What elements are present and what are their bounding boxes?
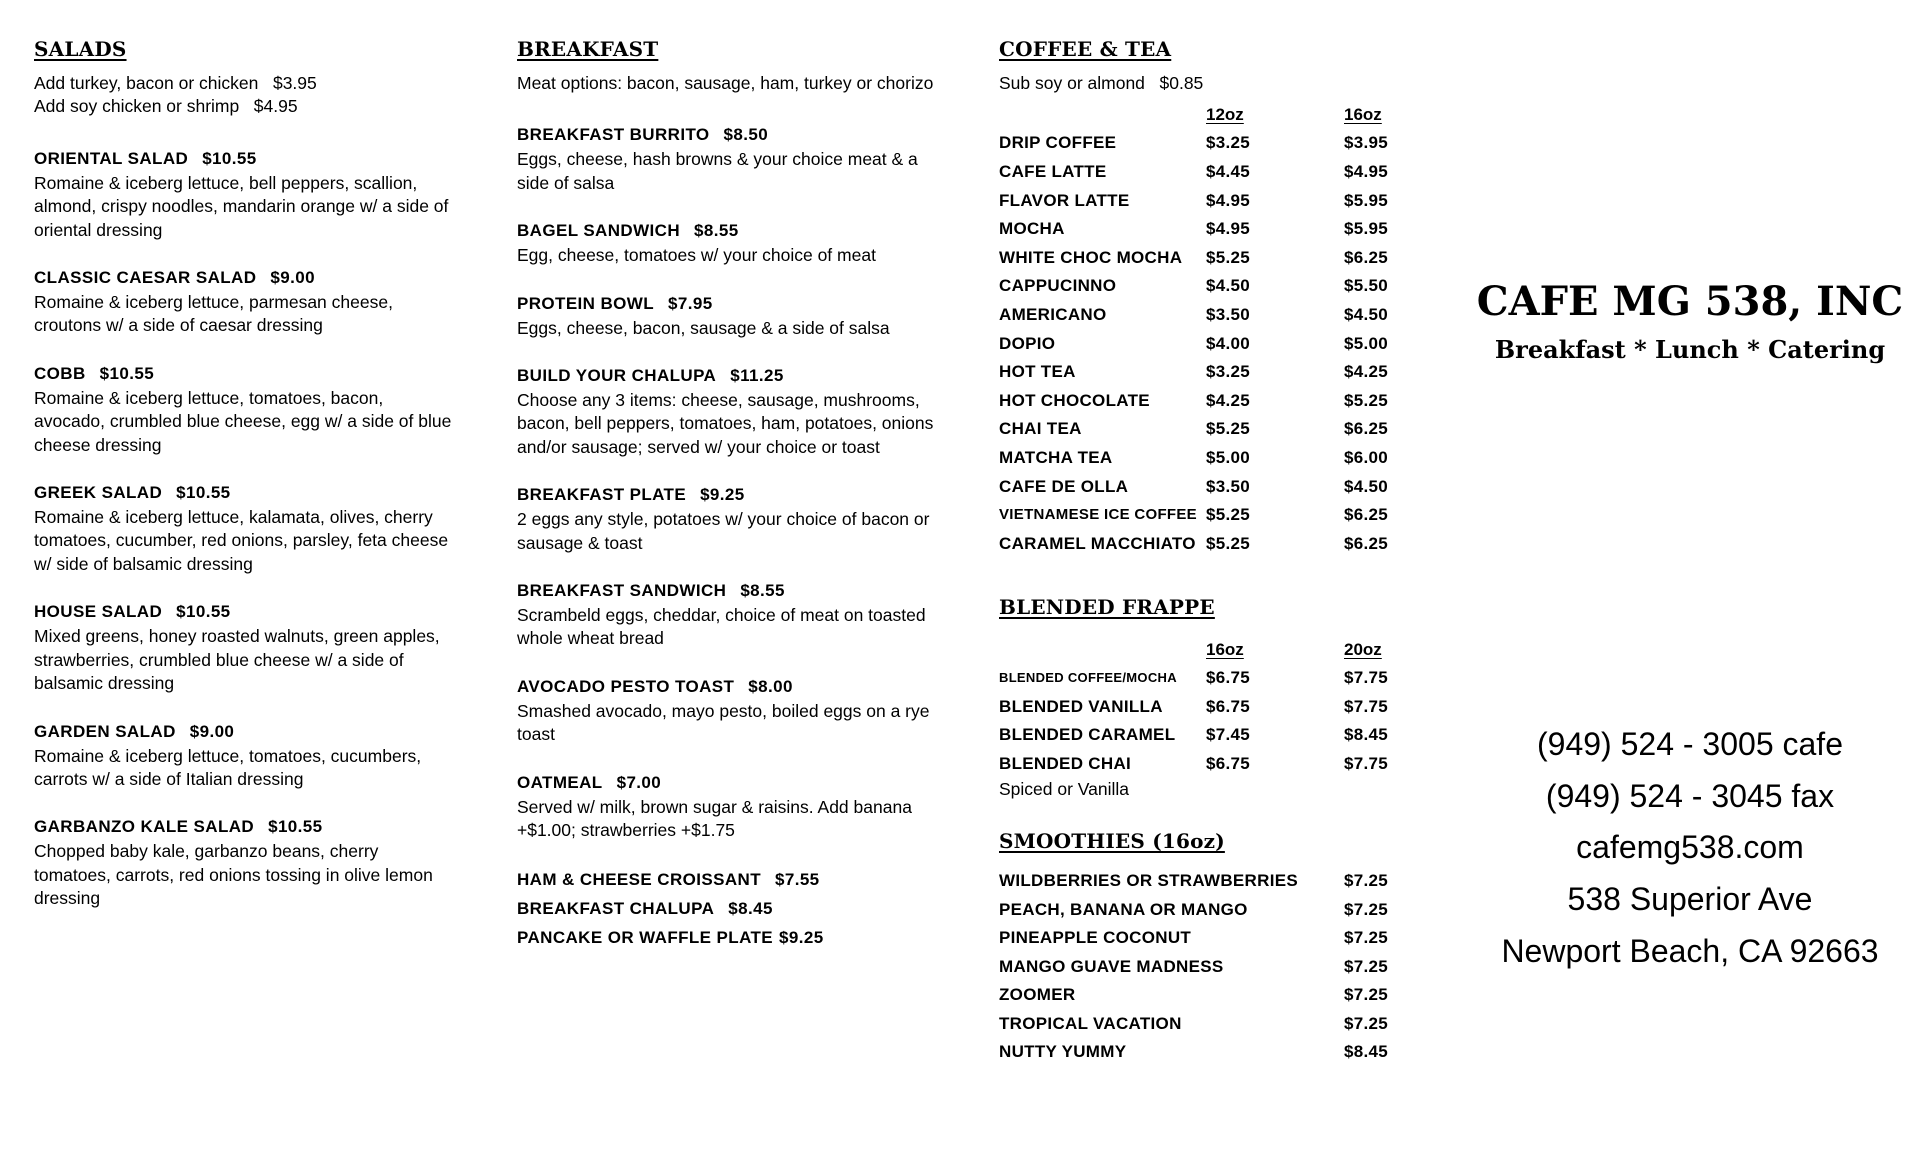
item-title [517, 217, 937, 244]
menu-item [517, 577, 937, 651]
item-name: PROTEIN BOWL [517, 293, 655, 313]
menu-item [517, 121, 937, 195]
menu-item [517, 865, 937, 894]
frappe-size-header [999, 636, 1419, 664]
item-title [34, 360, 454, 387]
item-name: BAGEL SANDWICH [517, 221, 681, 241]
smoothies-heading: SMOOTHIES (16oz) [999, 829, 1225, 853]
price-small: $4.50 [1206, 276, 1251, 296]
addon-line: Add turkey, bacon or chicken $3.95 [34, 73, 317, 93]
frappe-heading: BLENDED FRAPPE [999, 595, 1215, 619]
price-row [999, 444, 1419, 473]
smoothies-section [999, 828, 1419, 1067]
price-small: $5.00 [1206, 447, 1251, 467]
breakfast-extras [517, 865, 937, 952]
price-large: $4.25 [1344, 362, 1389, 382]
menu-item [517, 769, 937, 843]
business-name: CAFE MG 538, INC [1476, 278, 1904, 325]
drink-name: VIETNAMESE ICE COFFEE [999, 506, 1197, 524]
price-row [999, 721, 1419, 750]
item-title [517, 481, 937, 508]
menu-item [517, 362, 937, 459]
smoothies-list [999, 867, 1419, 1067]
drink-name: CAPPUCINNO [999, 276, 1117, 296]
milk-substitute-note: Sub soy or almond $0.85 [999, 73, 1204, 93]
salads-heading: SALADS [34, 37, 127, 61]
item-price: $9.00 [270, 268, 315, 288]
item-description: Choose any 3 items: cheese, sausage, mushrooms, bacon, bell peppers, tomatoes, ham, potatoes, onions and/or sausage; served w/ your choice or toast [517, 390, 934, 457]
menu-item [34, 813, 454, 910]
price-small: $3.25 [1206, 362, 1251, 382]
menu-item [517, 673, 937, 747]
item-name: BREAKFAST CHALUPA [517, 898, 715, 918]
coffee-tea-section [999, 36, 1419, 558]
city-address: Newport Beach, CA 92663 [1501, 932, 1879, 969]
menu-item [517, 290, 937, 340]
item-name: GARDEN SALAD [34, 721, 176, 741]
price-small: $6.75 [1206, 753, 1251, 773]
item-name: CLASSIC CAESAR SALAD [34, 268, 257, 288]
item-description: Romaine & iceberg lettuce, parmesan cheese, croutons w/ a side of caesar dressing [34, 292, 393, 336]
breakfast-list [517, 121, 937, 842]
smoothie-price: $7.25 [1344, 899, 1389, 919]
menu-item [517, 923, 937, 952]
price-small: $4.25 [1206, 390, 1251, 410]
smoothie-name: MANGO GUAVE MADNESS [999, 956, 1224, 976]
price-large: $7.75 [1344, 753, 1389, 773]
price-row [999, 750, 1419, 779]
price-row [999, 301, 1419, 330]
price-large: $3.95 [1344, 133, 1389, 153]
item-description: Egg, cheese, tomatoes w/ your choice of meat [517, 245, 876, 266]
coffee-list [999, 129, 1419, 558]
street-address: 538 Superior Ave [1567, 881, 1813, 918]
price-small: $3.50 [1206, 476, 1251, 496]
item-description: Chopped baby kale, garbanzo beans, cherry tomatoes, carrots, red onions tossing in olive lemon dressing [34, 841, 433, 909]
price-row [999, 215, 1419, 244]
price-large: $6.25 [1344, 533, 1389, 553]
drink-name: BLENDED CHAI [999, 753, 1132, 773]
chai-flavor-note: Spiced or Vanilla [999, 779, 1130, 800]
price-row [999, 272, 1419, 301]
menu-item [34, 479, 454, 576]
item-description: Smashed avocado, mayo pesto, boiled eggs on a rye toast [517, 700, 930, 745]
contact-block [1460, 719, 1920, 978]
item-title [517, 769, 937, 796]
item-price: $9.25 [700, 485, 745, 505]
item-price: $10.55 [99, 363, 155, 383]
item-title [34, 598, 454, 625]
item-price: $9.00 [189, 721, 235, 741]
drink-name: CAFE DE OLLA [999, 476, 1129, 496]
price-small: $4.95 [1206, 190, 1251, 210]
price-large: $4.50 [1344, 304, 1389, 324]
item-price: $10.55 [176, 483, 231, 503]
item-title [34, 479, 454, 506]
item-description: Romaine & iceberg lettuce, bell peppers, scallion, almond, crispy noodles, mandarin orange w/ a side of oriental dressing [34, 172, 449, 240]
salads-column [34, 36, 454, 933]
item-price: $7.55 [775, 869, 820, 889]
price-large: $4.95 [1344, 162, 1389, 181]
size-label: 16oz [1344, 105, 1382, 125]
item-description: Mixed greens, honey roasted walnuts, green apples, strawberries, crumbled blue cheese w/ a side of balsamic dressing [34, 626, 440, 694]
breakfast-column [517, 36, 937, 952]
price-large: $5.95 [1344, 190, 1389, 210]
item-price: $7.00 [616, 772, 662, 792]
item-description: Romaine & iceberg lettuce, tomatoes, cucumbers, carrots w/ a side of Italian dressing [34, 745, 422, 789]
website: cafemg538.com [1576, 829, 1804, 866]
price-row [999, 330, 1419, 359]
price-row [999, 187, 1419, 216]
item-name: OATMEAL [517, 772, 603, 792]
price-large: $6.25 [1344, 419, 1389, 439]
menu-item [34, 264, 454, 338]
item-name: BUILD YOUR CHALUPA [517, 366, 717, 386]
item-name: COBB [34, 363, 86, 383]
menu-item [34, 718, 454, 792]
price-large: $5.95 [1344, 219, 1389, 239]
smoothie-row [999, 1038, 1419, 1067]
price-large: $6.25 [1344, 505, 1389, 525]
size-label: 16oz [1206, 640, 1244, 659]
price-small: $4.00 [1206, 333, 1251, 353]
brand-block [1460, 278, 1920, 364]
price-row [999, 530, 1419, 559]
item-name: HAM & CHEESE CROISSANT [517, 869, 761, 889]
price-row [999, 244, 1419, 273]
item-description: Eggs, cheese, bacon, sausage & a side of salsa [517, 317, 890, 338]
menu-item [517, 481, 937, 555]
price-large: $5.50 [1344, 276, 1389, 296]
smoothie-name: PEACH, BANANA OR MANGO [999, 899, 1248, 919]
price-row [999, 358, 1419, 387]
smoothie-name: WILDBERRIES OR STRAWBERRIES [999, 871, 1299, 890]
drink-name: CHAI TEA [999, 419, 1082, 439]
item-name: PANCAKE OR WAFFLE PLATE [517, 927, 774, 947]
menu-item [517, 894, 937, 923]
breakfast-heading: BREAKFAST [517, 37, 659, 61]
size-label: 20oz [1344, 640, 1382, 659]
item-title [34, 813, 454, 840]
drink-name: HOT TEA [999, 362, 1076, 382]
drink-name: AMERICANO [999, 304, 1107, 324]
smoothie-price: $7.25 [1344, 871, 1389, 890]
salads-addons [34, 72, 454, 119]
item-name: BREAKFAST PLATE [517, 485, 687, 505]
drink-name: BLENDED CARAMEL [999, 725, 1176, 745]
item-description: Eggs, cheese, hash browns & your choice meat & a side of salsa [517, 149, 918, 193]
item-name: ORIENTAL SALAD [34, 148, 189, 168]
item-title [517, 121, 937, 148]
price-small: $3.50 [1206, 304, 1251, 324]
price-large: $6.00 [1344, 447, 1389, 467]
phone-number: (949) 524 - 3005 cafe [1537, 726, 1843, 762]
menu-item [34, 145, 454, 242]
smoothie-row [999, 867, 1419, 896]
addon-line: Add soy chicken or shrimp $4.95 [34, 96, 298, 117]
item-price: $10.55 [176, 602, 231, 622]
item-title [34, 145, 454, 172]
item-description: Scrambeld eggs, cheddar, choice of meat on toasted whole wheat bread [517, 605, 926, 649]
price-large: $6.25 [1344, 247, 1389, 267]
price-row [999, 129, 1419, 158]
smoothie-name: TROPICAL VACATION [999, 1013, 1182, 1033]
drink-name: WHITE CHOC MOCHA [999, 247, 1183, 267]
item-price: $8.55 [740, 581, 785, 601]
drink-name: MATCHA TEA [999, 447, 1113, 467]
price-large: $5.25 [1344, 390, 1389, 410]
smoothie-name: ZOOMER [999, 985, 1076, 1004]
price-row [999, 501, 1419, 530]
drink-name: BLENDED VANILLA [999, 696, 1163, 716]
smoothie-row [999, 896, 1419, 925]
drink-name: DOPIO [999, 333, 1056, 353]
drink-name: MOCHA [999, 219, 1065, 239]
size-label: 12oz [1206, 105, 1244, 125]
item-price: $9.25 [779, 927, 824, 947]
smoothie-price: $7.25 [1344, 956, 1389, 976]
price-large: $4.50 [1344, 476, 1389, 496]
item-name: GREEK SALAD [34, 483, 163, 503]
price-small: $4.45 [1206, 162, 1251, 181]
price-row [999, 473, 1419, 502]
item-price: $11.25 [730, 366, 784, 386]
smoothie-price: $7.25 [1344, 1013, 1389, 1033]
smoothie-row [999, 924, 1419, 953]
meat-options-note: Meat options: bacon, sausage, ham, turkey or chorizo [517, 73, 934, 93]
item-title [517, 362, 937, 389]
price-small: $5.25 [1206, 247, 1251, 267]
item-name: GARBANZO KALE SALAD [34, 817, 255, 837]
price-small: $5.25 [1206, 533, 1251, 553]
item-name: BREAKFAST SANDWICH [517, 581, 727, 601]
price-small: $5.25 [1206, 419, 1251, 439]
item-price: $10.55 [268, 817, 323, 837]
smoothie-price: $8.45 [1344, 1042, 1389, 1061]
item-name: AVOCADO PESTO TOAST [517, 676, 735, 696]
coffee-heading: COFFEE & TEA [999, 37, 1172, 61]
fax-number: (949) 524 - 3045 fax [1545, 777, 1835, 814]
item-price: $8.50 [723, 125, 769, 145]
price-small: $5.25 [1206, 505, 1251, 525]
price-small: $6.75 [1206, 668, 1251, 687]
item-title [34, 264, 454, 291]
price-row [999, 664, 1419, 693]
item-name: HOUSE SALAD [34, 602, 163, 622]
price-large: $7.75 [1344, 668, 1389, 687]
frappe-list [999, 664, 1419, 778]
salads-list [34, 145, 454, 911]
item-price: $7.95 [668, 293, 713, 313]
smoothie-name: NUTTY YUMMY [999, 1042, 1127, 1061]
smoothie-row [999, 1010, 1419, 1039]
item-title [34, 718, 454, 745]
item-price: $10.55 [202, 148, 257, 168]
smoothie-row [999, 981, 1419, 1010]
item-description: 2 eggs any style, potatoes w/ your choice of bacon or sausage & toast [517, 509, 930, 553]
item-price: $8.00 [748, 676, 793, 696]
drink-name: CAFE LATTE [999, 162, 1107, 181]
coffee-size-header [999, 101, 1419, 129]
drink-name: HOT CHOCOLATE [999, 390, 1150, 410]
price-small: $3.25 [1206, 133, 1251, 153]
blended-frappe-section [999, 594, 1419, 802]
item-title [517, 290, 937, 317]
item-title [517, 577, 937, 604]
smoothie-price: $7.25 [1344, 928, 1389, 947]
smoothie-row [999, 953, 1419, 982]
item-price: $8.45 [728, 898, 773, 918]
price-small: $7.45 [1206, 725, 1251, 745]
drink-name: FLAVOR LATTE [999, 190, 1130, 210]
price-small: $4.95 [1206, 219, 1251, 239]
smoothie-name: PINEAPPLE COCONUT [999, 928, 1192, 947]
price-row [999, 693, 1419, 722]
menu-item [34, 598, 454, 695]
price-small: $6.75 [1206, 696, 1251, 716]
item-title [517, 673, 937, 700]
price-large: $7.75 [1344, 696, 1389, 716]
price-row [999, 158, 1419, 187]
drink-name: BLENDED COFFEE/MOCHA [999, 670, 1177, 685]
menu-item [517, 217, 937, 267]
price-row [999, 415, 1419, 444]
price-large: $8.45 [1344, 725, 1389, 745]
drink-name: CARAMEL MACCHIATO [999, 533, 1196, 553]
item-description: Romaine & iceberg lettuce, tomatoes, bacon, avocado, crumbled blue cheese, egg w/ a side of blue cheese dressing [34, 387, 452, 455]
item-price: $8.55 [694, 221, 739, 241]
smoothie-price: $7.25 [1344, 985, 1389, 1004]
item-name: BREAKFAST BURRITO [517, 125, 710, 145]
business-tagline: Breakfast * Lunch * Catering [1494, 335, 1886, 364]
price-row [999, 387, 1419, 416]
menu-item [34, 360, 454, 457]
item-description: Romaine & iceberg lettuce, kalamata, olives, cherry tomatoes, cucumber, red onions, parsley, feta cheese w/ side of balsamic dressing [34, 507, 449, 574]
drink-name: DRIP COFFEE [999, 133, 1117, 153]
item-description: Served w/ milk, brown sugar & raisins. Add banana +$1.00; strawberries +$1.75 [517, 796, 912, 841]
price-large: $5.00 [1344, 333, 1389, 353]
